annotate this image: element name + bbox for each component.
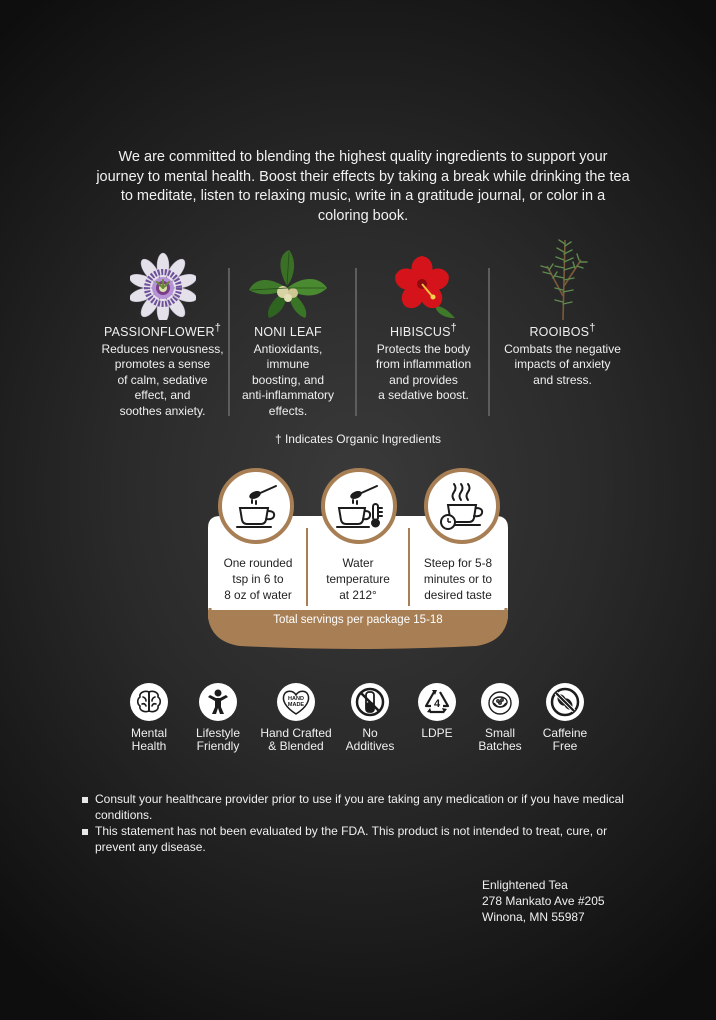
brain-icon: [130, 683, 168, 721]
badge-line: Additives: [345, 739, 395, 753]
ingredient-name: ROOIBOS: [529, 325, 590, 339]
desc-line: and provides: [389, 372, 458, 387]
brewing-instructions: [208, 468, 508, 650]
step-line: desired taste: [424, 588, 492, 602]
ingredient-hibiscus: [361, 238, 486, 404]
disclaimers: [80, 792, 640, 856]
step-icon-measure: [218, 468, 294, 544]
intro-text: We are committed to blending the highest quality ingredients to support your journey to mental health. Boost their effects by taking a break while drinking the tea to meditate, listen to relaxing music, write in a gratitude journal, or color in a coloring book.: [96, 149, 630, 224]
badge-line: Friendly: [196, 739, 240, 753]
step-line: Steep for 5-8: [423, 556, 493, 570]
badge-label: [175, 727, 261, 753]
desc-line: a sedative boost.: [378, 388, 469, 402]
ingredients-section: [100, 238, 630, 423]
step-line: One rounded: [223, 556, 293, 570]
step-line: minutes or to: [423, 572, 493, 586]
thermometer-cup-icon: [331, 478, 387, 534]
desc-line: immune: [266, 357, 310, 371]
disclaimer-text: This statement has not been evaluated by the FDA. This product is not intended to treat, cure, or prevent any disease.: [95, 824, 608, 854]
desc-line: promotes a sense: [114, 357, 211, 371]
ingredient-passionflower: [100, 238, 225, 419]
rooibos-image: [490, 238, 635, 320]
teaspoon-cup-icon: [228, 478, 284, 534]
badge-line: Batches: [478, 739, 522, 753]
badge-line: Caffeine: [542, 726, 588, 740]
desc-line: effect, and: [134, 388, 191, 402]
step-measure-text: [210, 555, 306, 603]
step-line: at 212°: [339, 588, 377, 602]
desc-line: impacts of anxiety: [514, 357, 611, 371]
noni-leaf-image: [232, 238, 344, 320]
disclaimer-item: [80, 792, 640, 823]
desc-line: and stress.: [533, 372, 592, 387]
ingredient-noni-leaf: [232, 238, 344, 419]
step-line: 8 oz of water: [224, 588, 292, 602]
divider: [228, 268, 230, 416]
step-line: temperature: [326, 572, 390, 586]
servings-text: Total servings per package 15-18: [273, 614, 443, 626]
bullet: [82, 829, 88, 835]
recycle-number: 4: [433, 698, 441, 710]
desc-line: Reduces nervousness,: [101, 341, 224, 356]
hibiscus-image: [361, 238, 486, 320]
no-additives-icon: [351, 683, 389, 721]
ingredient-description: [490, 342, 635, 389]
step-divider: [306, 528, 308, 606]
company-name: Enlightened Tea: [482, 878, 568, 892]
ingredient-name: NONI LEAF: [254, 325, 322, 339]
desc-line: anti-inflammatory: [241, 388, 335, 402]
desc-line: boosting, and: [251, 372, 325, 387]
disclaimer-item: [80, 824, 640, 855]
badge-line: & Blended: [268, 739, 324, 753]
desc-line: Antioxidants,: [253, 341, 323, 356]
ingredient-description: [361, 342, 486, 404]
desc-line: of calm, sedative: [117, 372, 208, 387]
divider: [355, 268, 357, 416]
ingredient-rooibos: [490, 238, 635, 388]
ingredient-name: HIBISCUS: [390, 325, 451, 339]
person-icon: [199, 683, 237, 721]
step-line: Water: [342, 556, 374, 570]
ingredient-name: PASSIONFLOWER: [103, 325, 215, 339]
ingredient-description: [232, 342, 344, 420]
badge-lifestyle-friendly: [175, 683, 261, 753]
recycle-4-icon: [418, 683, 456, 721]
organic-mark: †: [589, 321, 596, 334]
desc-line: Protects the body: [376, 341, 471, 356]
no-caffeine-icon: [546, 683, 584, 721]
badge-line: Mental: [130, 726, 168, 740]
step-icon-temperature: [321, 468, 397, 544]
handmade-text: MADE: [287, 702, 305, 708]
badge-line: Health: [131, 739, 167, 753]
badge-line: Hand Crafted: [260, 726, 332, 740]
badge-caffeine-free: [522, 683, 608, 753]
handmade-heart-icon: [277, 683, 315, 721]
step-temperature-text: [310, 555, 406, 603]
badge-label: [522, 727, 608, 753]
badge-line: Free: [552, 739, 578, 753]
step-line: tsp in 6 to: [232, 572, 284, 586]
passionflower-image: [100, 238, 225, 320]
badge-line: Lifestyle: [195, 726, 241, 740]
city-state-zip: Winona, MN 55987: [482, 910, 585, 924]
step-steep-text: [410, 555, 506, 603]
desc-line: Combats the negative: [504, 341, 621, 356]
organic-note: † Indicates Organic Ingredients: [274, 432, 442, 446]
desc-line: from inflammation: [375, 357, 472, 371]
organic-mark: †: [214, 321, 222, 334]
badge-line: No: [362, 726, 378, 740]
company-address: [482, 877, 605, 925]
timer-cup-icon: [434, 478, 490, 534]
bullet: [82, 797, 88, 803]
badge-line: LDPE: [421, 726, 453, 740]
disclaimer-text: Consult your healthcare provider prior to use if you are taking any medication or if you have medical conditions.: [95, 792, 624, 822]
ingredient-description: [100, 342, 225, 420]
bowl-icon: [481, 683, 519, 721]
desc-line: soothes anxiety.: [119, 403, 206, 418]
handmade-text: HAND: [288, 696, 304, 702]
badge-line: Small: [484, 726, 515, 740]
street-address: 278 Mankato Ave #205: [482, 894, 605, 908]
product-badges: [120, 683, 600, 763]
step-icon-steep: [424, 468, 500, 544]
desc-line: effects.: [268, 403, 308, 418]
organic-mark: †: [450, 321, 457, 334]
